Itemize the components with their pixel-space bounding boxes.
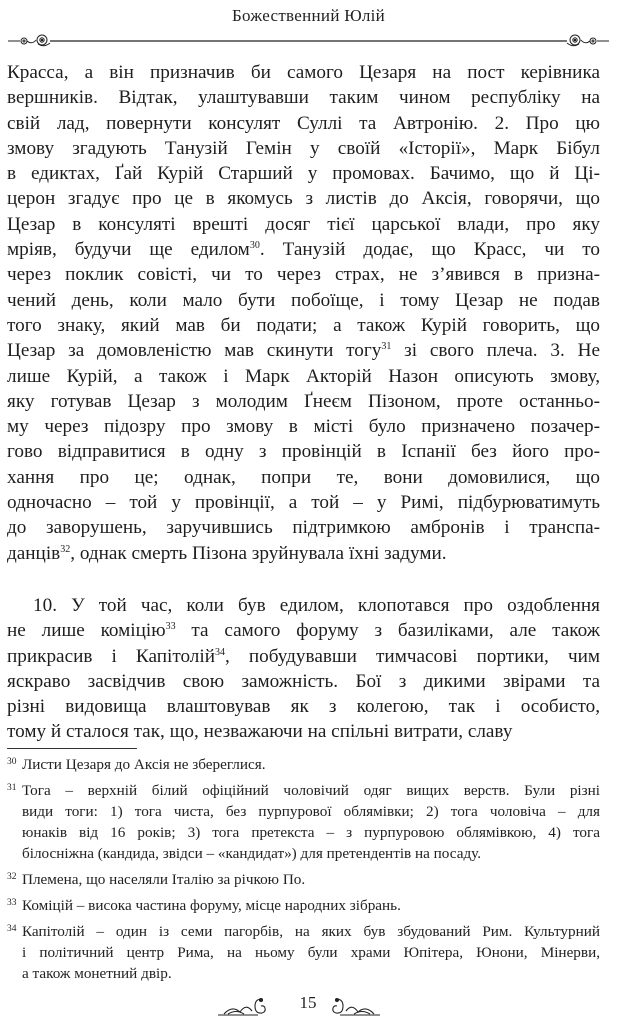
vignette-flourish-icon bbox=[330, 995, 380, 1017]
footnote-text-line: види тоги: 1) тога чиста, без пурпурової облямівки; 2) тога чоловіча – для bbox=[22, 803, 600, 820]
header-rule bbox=[8, 34, 609, 48]
text-line: церон згадує про це в якомусь з листів до Аксія, говорячи, що bbox=[7, 188, 600, 210]
footnote-number: 34 bbox=[7, 924, 17, 934]
footnote-reference[interactable]: 33 bbox=[165, 621, 176, 633]
text-line: лише Курій, а також і Марк Акторій Назон описують змову, bbox=[7, 365, 600, 387]
footnote-text-line: білосніжна (кандида, звідси – «кандидат») для претендентів на посаду. bbox=[22, 845, 482, 862]
footnote-reference[interactable]: 31 bbox=[381, 341, 392, 353]
footnote-number: 30 bbox=[7, 757, 17, 767]
text-line: чений день, коли мало бути побоїще, і тому Цезар не подав bbox=[7, 289, 600, 311]
text-line: не лише коміцію$^{33}$ та самого форуму з базиліками, але також bbox=[7, 620, 600, 642]
footnote-text-line: Капітолій – один із семи пагорбів, на яких був збудований Рим. Культурний bbox=[22, 923, 600, 940]
text-line: одночасно – той у провінції, а той – у Римі, підбурюватимуть bbox=[7, 492, 600, 514]
text-line: яку готував Цезар з молодим Ґнеєм Пізоном, проте останньо- bbox=[7, 390, 600, 412]
text-line: того знаку, який мав би подати; а також Курій говорить, що bbox=[7, 314, 600, 336]
scroll-flourish-icon bbox=[567, 35, 609, 46]
text-line: тому й сталося так, що, незважаючи на спільні витрати, славу bbox=[7, 721, 513, 743]
paragraph-2 bbox=[7, 593, 600, 745]
footnote-text-line: юнаків від 16 років; 3) тога претекста – з пурпуровою облямівкою, 4) тога bbox=[22, 824, 600, 841]
footnote-reference[interactable]: 32 bbox=[60, 543, 71, 555]
page-number: 15 bbox=[299, 993, 317, 1012]
footnote-33 bbox=[7, 895, 600, 916]
text-line: в едиктах, Ґай Курій Старший у промовах. Бачимо, що й Ці- bbox=[7, 163, 600, 185]
footnote-text-line: Листи Цезаря до Аксія не збереглися. bbox=[22, 756, 266, 773]
text-line: Красса, а він призначив би самого Цезаря на пост керівника bbox=[7, 62, 600, 83]
footnote-text-line: і політичний центр Рима, на ньому були храми Юпітера, Юнони, Мінерви, bbox=[22, 944, 600, 961]
footnote-34 bbox=[7, 921, 600, 984]
footnote-32 bbox=[7, 869, 600, 890]
paragraph-1 bbox=[7, 60, 600, 566]
footnote-number: 31 bbox=[7, 783, 17, 793]
footnote-reference[interactable]: 34 bbox=[215, 646, 225, 658]
text-line: яскраво засвідчив свою заможність. Бої з дикими звірами та bbox=[7, 670, 600, 692]
text-line: мріяв, будучи ще едилом$^{30}$. Танузій додає, що Красс, чи то bbox=[7, 239, 600, 261]
footnote-text-line: а також монетний двір. bbox=[22, 965, 172, 982]
text-line: через поклик совісті, чи то через страх, не з’явився в призна- bbox=[7, 264, 600, 286]
text-line: Цезар за домовленістю мав скинути тогу$^{31}$ зі свого плеча. 3. Не bbox=[7, 340, 600, 362]
text-line: різні видовища влаштовував як з колегою, так і особисто, bbox=[7, 696, 600, 718]
page-footer bbox=[0, 993, 617, 1021]
footnote-reference[interactable]: 30 bbox=[249, 240, 260, 252]
text-line: змову згадують Танузій Гемін у своїй «Історії», Марк Бібул bbox=[7, 137, 600, 159]
text-line: прикрасив і Капітолій$^{34}$, побудувавши тимчасові портики, чим bbox=[7, 645, 601, 667]
vignette-flourish-icon bbox=[218, 995, 268, 1017]
text-line: гово відправитися в одну з провінцій в Іспанії без його про- bbox=[7, 441, 600, 463]
footnote-30 bbox=[7, 754, 600, 775]
scroll-flourish-icon bbox=[8, 35, 50, 46]
main-text bbox=[7, 60, 600, 745]
text-line: хання про це; однак, попри те, вони домовилися, що bbox=[7, 466, 600, 488]
text-line: Цезар в консуляті врешті досяг тієї царської влади, про яку bbox=[7, 213, 600, 235]
footnote-text-line: Тога – верхній білий офіційний чоловічий одяг вищих верств. Були різні bbox=[22, 782, 600, 799]
text-line: свій лад, повернути консулят Суллі та Автронію. 2. Про цю bbox=[7, 112, 600, 134]
text-line: вершників. Відтак, улаштувавши таким чином республіку на bbox=[7, 87, 600, 109]
text-line: 10. У той час, коли був едилом, клопотався про оздоблення bbox=[33, 594, 600, 616]
footnotes bbox=[7, 754, 600, 989]
text-line: данців$^{32}$, однак смерть Пізона зруйнувала їхні задуми. bbox=[7, 542, 447, 564]
footnote-number: 32 bbox=[7, 872, 17, 882]
footnote-31 bbox=[7, 780, 600, 864]
footnote-text-line: Коміцій – висока частина форуму, місце народних зібрань. bbox=[22, 897, 401, 914]
running-header-title: Божественний Юлій bbox=[231, 6, 386, 25]
text-line: му через підозру про змову в місті було призначено позачер- bbox=[7, 416, 600, 438]
text-line: до заворушень, заручившись підтримкою амбронів і транспа- bbox=[7, 517, 600, 539]
footnote-text-line: Племена, що населяли Італію за річкою По. bbox=[22, 871, 306, 888]
footnote-number: 33 bbox=[7, 898, 17, 908]
footnote-separator bbox=[7, 748, 137, 749]
